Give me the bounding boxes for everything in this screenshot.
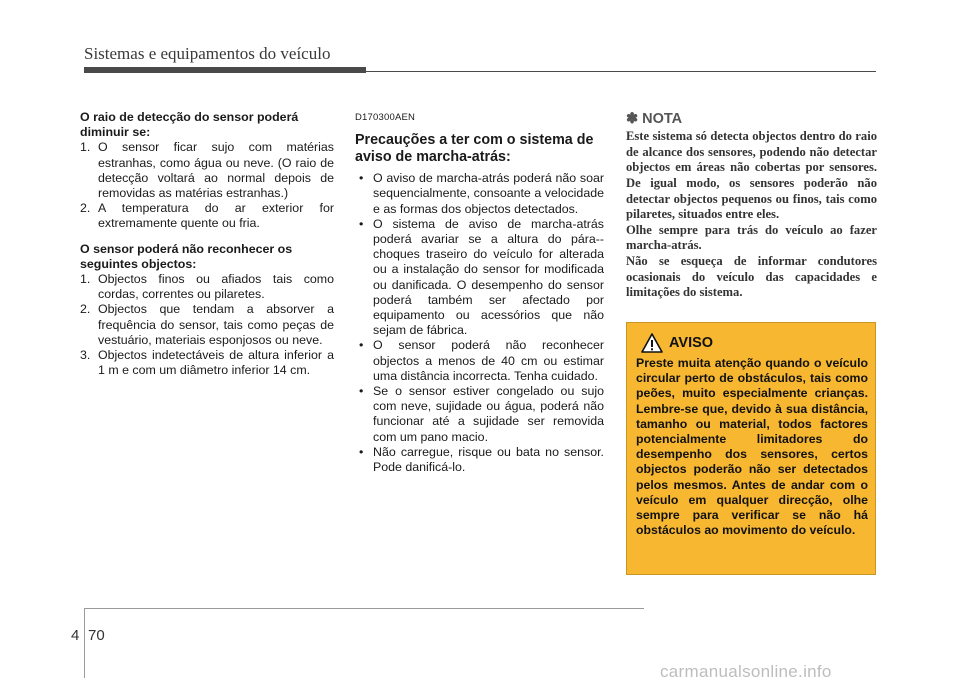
note-title-text: NOTA [642,111,683,127]
list-number: 2. [80,201,91,216]
list-text: Se o sensor estiver congelado ou sujo com neve, sujidade ou água, poderá não funcionar até a sujidade ser removida com um pano macio. [373,384,604,444]
detection-range-heading: O raio de detecção do sensor poderá diminuir se: [80,110,299,140]
note-title [626,112,877,127]
list-item [355,338,604,384]
page-number: 70 [88,627,105,644]
bullet: • [359,384,364,399]
bullet: • [359,444,364,459]
header-rule-thin [366,71,876,72]
note-star-icon: ✽ [626,111,639,127]
chapter-number: 4 [71,627,80,644]
list-item [80,140,334,201]
note-text [626,129,877,301]
watermark-text: carmanualsonline.info [660,662,832,681]
bullet: • [359,338,364,353]
list-item [355,384,604,445]
list-text: Não carregue, risque ou bata no sensor. Pode danificá-lo. [373,444,604,475]
list-item [80,272,334,302]
list-item [80,302,334,348]
unrecognized-objects-heading: O sensor poderá não reconhecer os seguintes objectos: [80,241,293,271]
precautions-list [355,171,604,475]
warning-box [626,322,876,575]
list-number: 1. [80,140,91,155]
unrecognized-objects-list [80,272,334,378]
warning-triangle-icon [641,333,663,353]
warning-text: Preste muita atenção quando o veículo circular perto de obstáculos, tais como peões, muito especialmente crianças. Lembre-se que, devido à sua distância, tamanho ou material, todos factores potencialmente limitadores do desempenho dos sensores, certos objectos poderão não ser detectados pelos mesmos. Antes de andar com o veículo em qualquer direcção, olhe sempre para verificar se não há obstáculos ao movimento do veículo. [636,356,868,538]
footer-horizontal-rule [84,608,644,609]
warning-title: AVISO [669,335,714,351]
list-text: O sistema de aviso de marcha-atrás poderá avariar se a altura do pára--choques traseiro do veículo for alterada ou a instalação do sensor for modificada ou danificada. O desempenho do sensor poderá também ser afectado por equipamento ou acessórios que não sejam de fábrica. [373,216,604,338]
column-right [626,110,877,301]
section-title: Precauções a ter com o sistema de aviso de marcha-atrás: [355,132,594,165]
list-text: O sensor ficar sujo com matérias estranhas, como água ou neve. (O raio de detecção voltará ao normal depois de removidas as matérias estranhas.) [98,140,334,201]
list-item [80,348,334,378]
list-text: Objectos que tendam a absorver a frequência do sensor, tais como peças de vestuário, materiais esponjosos ou neve. [98,302,334,347]
column-left [80,110,334,388]
warning-header [641,333,713,353]
list-item [355,445,604,475]
column-middle [355,110,604,475]
list-text: A temperatura do ar exterior for extremamente quente ou fria. [98,201,334,231]
list-item [355,171,604,217]
section-code: D170300AEN [355,112,416,123]
list-text: O aviso de marcha-atrás poderá não soar sequencialmente, consoante a velocidade e as formas dos objectos detectados. [373,171,604,216]
list-text: Objectos indetectáveis de altura inferior a 1 m e com um diâmetro inferior 14 cm. [98,348,334,378]
list-item [80,201,334,231]
note-paragraph: Olhe sempre para trás do veículo ao fazer marcha-atrás. [626,222,877,253]
list-number: 2. [80,302,91,317]
page-header-title: Sistemas e equipamentos do veículo [84,44,331,63]
note-paragraph: Este sistema só detecta objectos dentro do raio de alcance dos sensores, podendo não detectar objectos em áreas não cobertas por sensores. De igual modo, os sensores poderão não detectar objectos pequenos ou finos, tais como pilaretes, situados entre eles. [626,129,877,222]
list-item [355,217,604,339]
bullet: • [359,216,364,231]
list-text: O sensor poderá não reconhecer objectos a menos de 40 cm ou estimar uma distância incorrecta. Tenha cuidado. [373,338,604,383]
note-paragraph: Não se esqueça de informar condutores ocasionais do veículo das capacidades e limitações do sistema. [626,253,877,300]
header-rule-thick [84,67,366,73]
list-text: Objectos finos ou afiados tais como cordas, correntes ou pilaretes. [98,272,334,302]
list-number: 3. [80,348,91,363]
list-number: 1. [80,272,91,287]
detection-range-list [80,140,334,231]
bullet: • [359,171,364,186]
footer-vertical-rule [84,608,85,678]
